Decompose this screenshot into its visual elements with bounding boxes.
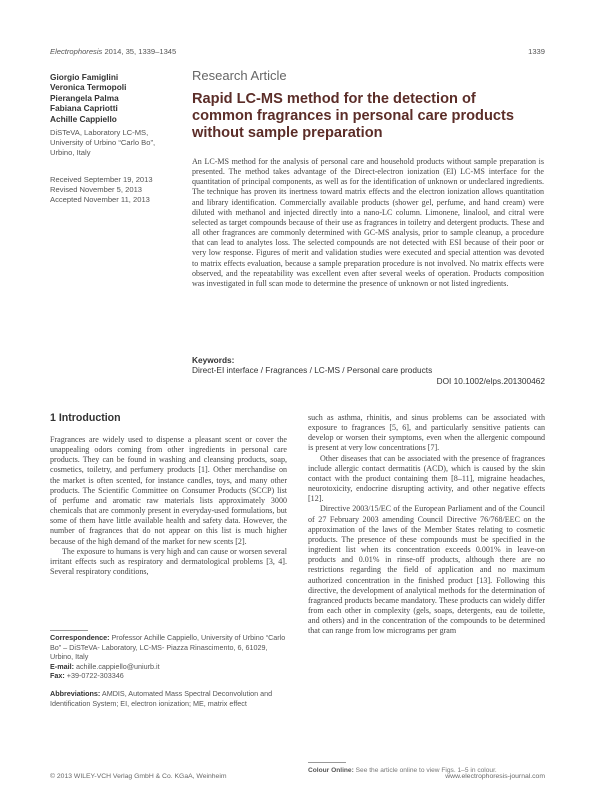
abbreviations-text: AMDIS, Automated Mass Spectral Deconvolution and Identification System; EI, electron ionization; ME, matrix effect <box>50 689 273 708</box>
keywords-heading: Keywords: <box>192 355 235 365</box>
abstract: An LC-MS method for the analysis of personal care and household products without sample preparation is presented. The method takes advantage of the Direct-electron ionization (EI) LC-MS interface for the quantitation of principal components, as well as for the identification of unknown or undeclared ingredients. The technique has proven its inertness toward matrix effects and the electron ionization allows quantitation and library identification. Commercially available products (shower gel, perfume, and hand cream) were diluted with methanol and injected directly into a nano-LC column. Limonene, linalool, and citral were selected as target compounds because of their use as fragrances in toiletry and detergent products. These and all other fragrances are commonly determined with GC-MS analysis, prior to sample cleanup, a procedure that can lead to analytes loss. The selected compounds are not detected with ESI because of their poor or very low response. Figures of merit and validation studies were executed and special attention was devoted to matrix effects evaluation, because a sample preparation procedure is not involved. No matrix effects were observed, and the repeatability was excellent even after several weeks of operation. Products composition was investigated in full scan mode to determine the presence of unknown or not listed ingredients. <box>192 157 544 288</box>
journal-citation <box>50 47 176 56</box>
body-column-right <box>308 413 545 636</box>
fax-number: +39-0722-303346 <box>64 671 124 681</box>
paragraph: Other diseases that can be associated with the presence of fragrances include allergic contact dermatitis (ACD), which is caused by the skin contact with the product containing them [8–11], migraine headaches, neurotoxicity, endocrine disrupting activity, and other negative effects [12]. <box>308 453 545 504</box>
affiliation-line: University of Urbino “Carlo Bo”, <box>50 138 156 147</box>
journal-website-link[interactable]: www.electrophoresis-journal.com <box>445 773 545 780</box>
body-column-left <box>50 435 287 577</box>
author-list <box>50 72 185 124</box>
paragraph: Directive 2003/15/EC of the European Parliament and of the Council of 27 February 2003 amending Council Directive 76/768/EEC on the approximation of the laws of the Member States relating to cosmetic products. The presence of these compounds must be specified in the ingredient list when its concentration exceeds 0.001% in leave-on products and 0.01% in rinse-off products, although there are no restrictions regarding the field of application and no maximum authorized concentration in the finished product [13]. Following this directive, the development of analytical methods for the determination of fragranced products became mandatory. These products can widely differ from each other in complexity (gels, soaps, detergents, eau de toilette, and others) and in the concentration of the compounds to be determined that can range from low micrograms per gram <box>308 504 545 636</box>
article-type: Research Article <box>192 68 287 83</box>
affiliation-line: DiSTeVA, Laboratory LC-MS, <box>50 128 149 137</box>
author-name: Fabiana Capriotti <box>50 103 118 114</box>
abbreviations-footnote <box>50 689 287 708</box>
article-dates <box>50 175 185 205</box>
paragraph: The exposure to humans is very high and can cause or worsen several irritant effects such as respiratory and dermatological problems [3, 4]. Several respiratory conditions, <box>50 546 287 577</box>
journal-name: Electrophoresis <box>50 47 103 56</box>
author-name: Giorgio Famiglini <box>50 72 119 82</box>
received-date: Received September 19, 2013 <box>50 175 153 184</box>
citation-details: 2014, 35, 1339–1345 <box>102 47 177 56</box>
author-name: Pierangela Palma <box>50 92 119 103</box>
colour-online-label: Colour Online: <box>308 767 354 774</box>
copyright: © 2013 WILEY-VCH Verlag GmbH & Co. KGaA, Weinheim <box>50 773 227 780</box>
page-number: 1339 <box>528 47 545 56</box>
keywords: Direct-EI interface / Fragrances / LC-MS / Personal care products <box>192 365 433 375</box>
author-name: Achille Cappiello <box>50 113 117 124</box>
author-name: Veronica Termopoli <box>50 82 127 93</box>
revised-date: Revised November 5, 2013 <box>50 185 143 194</box>
fax-label: Fax: <box>50 671 65 681</box>
abbreviations-label: Abbreviations: <box>50 689 101 698</box>
affiliation-line: Urbino, Italy <box>50 148 91 157</box>
accepted-date: Accepted November 11, 2013 <box>50 195 150 204</box>
email-label: E-mail: <box>50 661 74 671</box>
correspondence-footnote <box>50 633 287 681</box>
doi-link[interactable]: DOI 10.1002/elps.201300462 <box>436 376 545 386</box>
footnote-divider <box>50 630 88 631</box>
correspondence-text: Professor Achille Cappiello, University of Urbino “Carlo Bo” – DiSTeVA- Laboratory, LC-MS- Piazza Rinascimento, 6, 61029, Urbino, Italy <box>50 633 286 662</box>
colour-online-text: See the article online to view Figs. 1–5 in colour. <box>353 767 497 774</box>
article-title: Rapid LC-MS method for the detection of common fragrances in personal care products without sample preparation <box>192 91 514 142</box>
correspondence-label: Correspondence: <box>50 633 110 642</box>
paragraph: Fragrances are widely used to dispense a pleasant scent or cover the unappealing odors coming from other ingredients in personal care products. They can be found in washing and cleansing products, soap, cosmetics, toiletry, and perfumery products [1]. Other merchandise on the market is often scented, for instance candles, toys, and many other products. The Scientific Committee on Consumer Products (SCCP) list of perfume and aromatic raw materials lists approximately 3000 chemicals that are commonly present in everyday-used formulations, but some of them have little available health and safety data. However, the number of fragrances that do not appear on this list is much higher because of the high demand of the market for new scents [2]. <box>50 435 287 546</box>
affiliation <box>50 128 185 158</box>
section-heading-introduction: 1 Introduction <box>50 412 121 424</box>
footnote-divider <box>308 762 346 763</box>
paragraph: such as asthma, rhinitis, and sinus problems can be associated with exposure to fragrances [5, 6], and particularly sensitive patients can develop or worsen their symptoms, even when the allergenic compound is present at very low concentrations [7]. <box>308 413 545 453</box>
email-address[interactable]: achille.cappiello@uniurb.it <box>73 661 160 671</box>
